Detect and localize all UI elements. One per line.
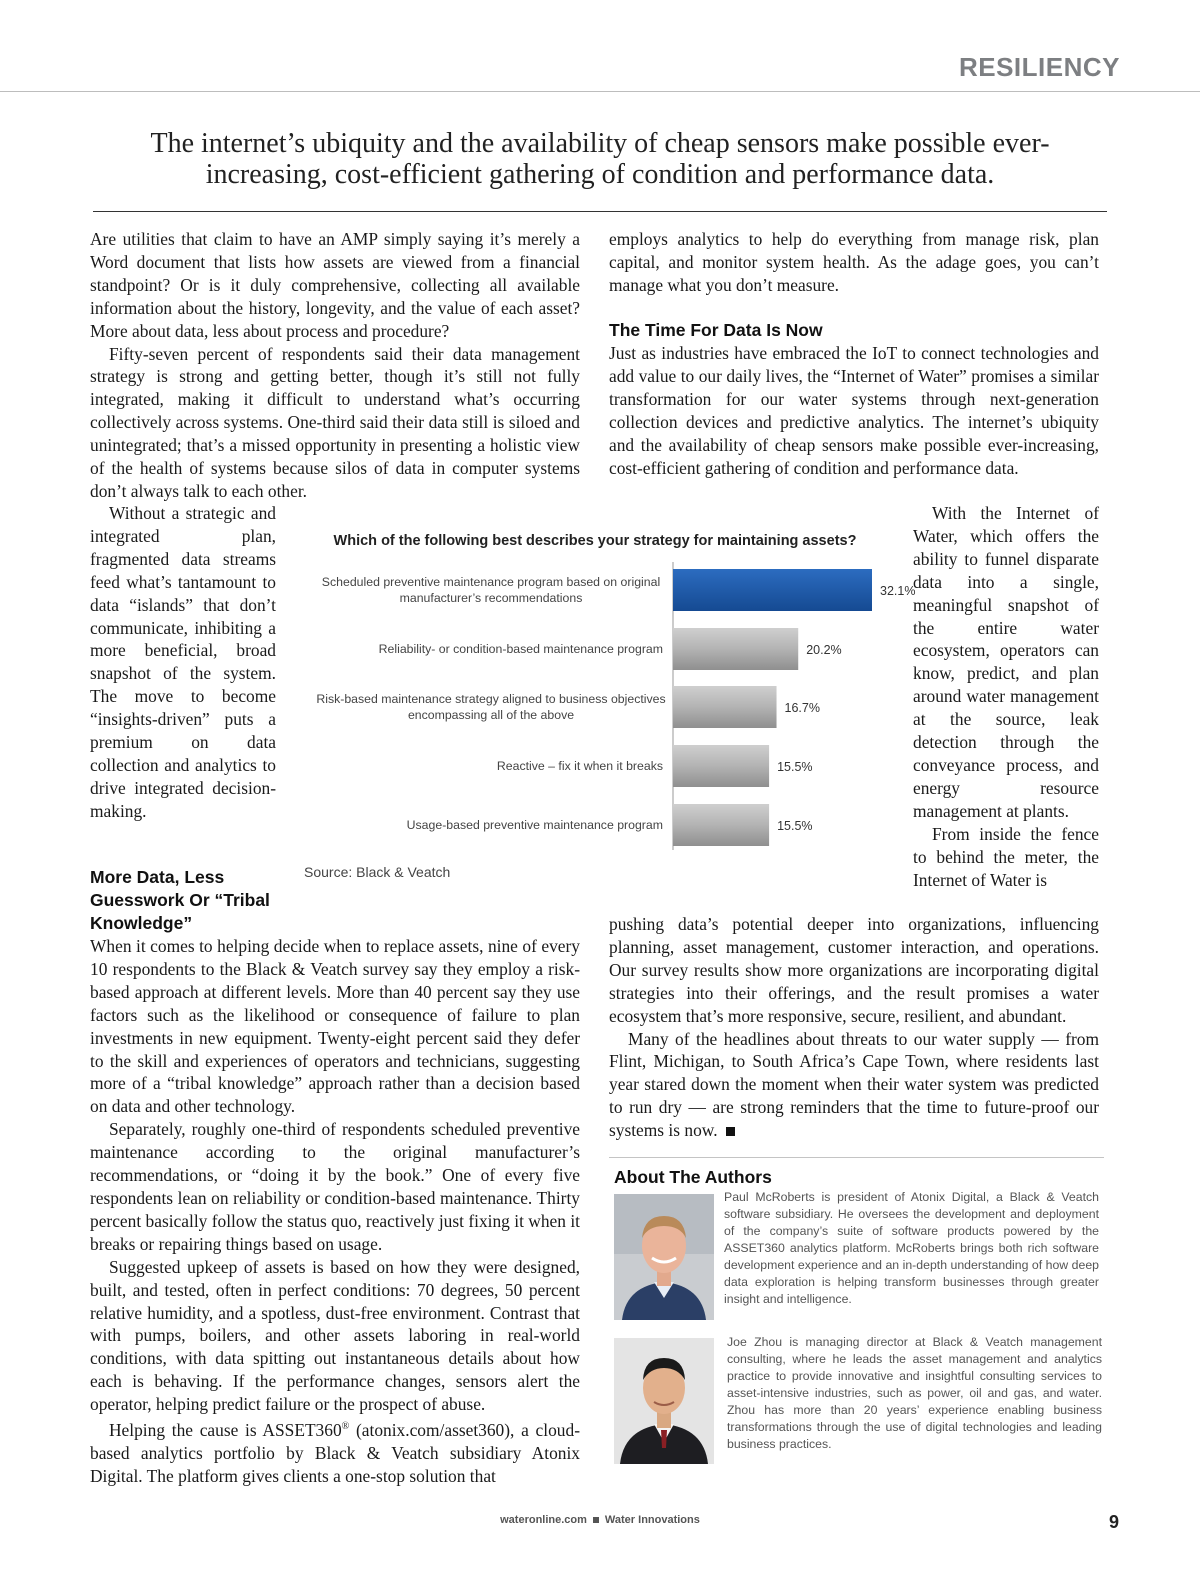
authors-title: About The Authors — [614, 1167, 772, 1187]
author-bio: Paul McRoberts is president of Atonix Digital, a Black & Veatch software subsidiary. He oversees the development and deployment of the company’s suite of software products powered by the ASSET360 analytics platform. McRoberts brings both rich software development experience and an in-depth understanding of how deep data exploration is helping transform businesses through greater insight and intelligence. — [724, 1190, 1099, 1306]
chart-value-label: 15.5% — [777, 760, 813, 774]
chart-category-label: Usage-based preventive maintenance program — [406, 818, 663, 832]
author-photo-joe-zhou — [614, 1338, 714, 1464]
left-column-top — [90, 228, 580, 503]
body-paragraph: pushing data’s potential deeper into organizations, influencing planning, asset management, customer interaction, and operations. Our survey results show more organizations are incorporating digital strategies into their offerings, and the result promises a water ecosystem that’s more responsive, secure, resilient, and abundant. — [609, 914, 1099, 1026]
chart-bar — [673, 686, 777, 728]
right-column-narrow — [913, 502, 1099, 891]
chart-bar — [673, 745, 769, 787]
right-column-top — [609, 228, 1099, 297]
header-divider — [0, 91, 1200, 92]
chart-category-label: manufacturer’s recommendations — [399, 591, 583, 605]
chart-category-label: Risk-based maintenance strategy aligned to business objectives — [316, 692, 666, 706]
authors-divider — [609, 1157, 1104, 1158]
chart-category-label: encompassing all of the above — [407, 708, 575, 722]
left-column-narrow — [90, 502, 276, 823]
body-paragraph: When it comes to helping decide when to replace assets, nine of every 10 respondents to the Black & Veatch survey say they employ a risk-based approach at different levels. More than 40 percent say they use factors such as the likelihood or consequence of failure to plan investments in new equipment. Twenty-eight percent said they defer to the skill and experiences of operators and technicians, suggesting more of a “tribal knowledge” approach rather than a decision based on data and other technology. — [90, 936, 580, 1117]
subhead-more-data: More Data, Less Guesswork Or “Tribal Knowledge” — [90, 867, 270, 933]
chart-marks — [316, 569, 915, 846]
chart-value-label: 32.1% — [880, 584, 916, 598]
body-paragraph: Suggested upkeep of assets is based on how they were designed, built, and tested, often in perfect conditions: 70 degrees, 50 percent relative humidity, and a spotless, dust-free environment. Contrast that with pumps, boilers, and other assets laboring in real-world conditions, with data spitting out instantaneous details about how each is behaving. If the performance changes, sensors alert the operator, helping predict failure or the prospect of abuse. — [90, 1256, 580, 1415]
body-paragraph — [90, 1416, 580, 1488]
footer-site: wateronline.com — [500, 1514, 587, 1526]
body-paragraph: With the Internet of Water, which offers the ability to funnel disparate data into a single, meaningful snapshot of the entire water ecosystem, operators can know, predict, and plan around water management at the source, leak detection through the conveyance process, and energy resource management at plants. — [913, 503, 1099, 821]
subhead-time-for-data: The Time For Data Is Now — [609, 320, 823, 340]
maintenance-strategy-chart — [290, 560, 916, 850]
author-photo-paul-mcroberts — [614, 1194, 714, 1320]
body-paragraph: Just as industries have embraced the IoT to connect technologies and add value to our daily lives, the “Internet of Water” promises a similar transformation for our water systems through next-generation collection devices and predictive analytics. The internet’s ubiquity and the availability of cheap sensors make possible ever-increasing, cost-efficient gathering of condition and performance data. — [609, 343, 1099, 478]
body-paragraph — [609, 1028, 1099, 1143]
footer-publication: Water Innovations — [604, 1514, 700, 1526]
author-bio: Joe Zhou is managing director at Black & Veatch management consulting, where he leads the asset management and analytics practice to provide innovative and insightful consulting services to asset-intensive industries, such as power, oil and gas, and water. Zhou has more than 20 years’ experience enabling business transformations through the use of digital technologies and leading business practices. — [727, 1335, 1102, 1451]
section-label: RESILIENCY — [958, 52, 1120, 82]
footer-separator — [593, 1517, 599, 1523]
body-paragraph: Fifty-seven percent of respondents said their data management strategy is strong and getting better, though it’s still not fully integrated, making it difficult to understand what’s occurring collectively across systems. One-third said their data still is siloed and unintegrated; that’s a missed opportunity in presenting a holistic view of the health of systems because silos of data in computer systems don’t always talk to each other. — [90, 343, 580, 501]
body-paragraph: From inside the fence to behind the meter, the Internet of Water is — [913, 823, 1099, 890]
chart-category-label: Reactive – fix it when it breaks — [496, 759, 663, 773]
footer-credit — [0, 1514, 1200, 1526]
chart-bar — [673, 628, 798, 670]
page-number: 9 — [1108, 1512, 1119, 1532]
right-column-section — [609, 342, 1099, 479]
chart-source: Source: Black & Veatch — [304, 864, 451, 880]
body-text-run: (atonix.com/asset360), a cloud-based analytics portfolio by Black & Veatch subsidiary Atonix Digital. The platform gives clients a one-stop solution that — [90, 1419, 580, 1486]
registered-mark: ® — [341, 1421, 350, 1433]
chart-value-label: 15.5% — [777, 819, 813, 833]
pull-quote-divider — [93, 211, 1107, 212]
body-paragraph: employs analytics to help do everything from manage risk, plan capital, and monitor system health. As the adage goes, you can’t manage what you don’t measure. — [609, 229, 1099, 295]
chart-title: Which of the following best describes your strategy for maintaining assets? — [333, 533, 857, 549]
body-paragraph: Without a strategic and integrated plan, fragmented data streams feed what’s tantamount to data “islands” that don’t communicate, inhibiting a more beneficial, broad snapshot of the system. The move to become “insights-driven” puts a premium on data collection and analytics to drive integrated decision-making. — [90, 503, 276, 821]
chart-value-label: 16.7% — [784, 701, 820, 715]
end-of-article-mark — [726, 1127, 735, 1136]
chart-value-label: 20.2% — [806, 643, 842, 657]
body-paragraph: Separately, roughly one-third of respondents scheduled preventive maintenance according to the original manufacturer’s recommendations, or “doing it by the book.” One of every five respondents lean on reliability or condition-based maintenance. Thirty percent basically follow the status quo, reactively just fixing it when it breaks or repairing things based on usage. — [90, 1119, 580, 1254]
body-text-run: Helping the cause is ASSET360 — [109, 1419, 342, 1440]
chart-bar — [673, 569, 872, 611]
chart-bar — [673, 804, 769, 846]
chart-category-label: Scheduled preventive maintenance program based on original — [321, 575, 661, 589]
chart-category-label: Reliability- or condition-based maintenance program — [378, 642, 663, 656]
body-paragraph: Are utilities that claim to have an AMP simply saying it’s merely a Word document that lists how assets are viewed from a financial standpoint? Or is it duly comprehensive, collecting all available information about the history, longevity, and the value of each asset? More about data, less about process and procedure? — [90, 229, 580, 341]
right-column-bottom — [609, 913, 1099, 1142]
left-column-bottom — [90, 935, 580, 1488]
body-text-run: Many of the headlines about threats to our water supply — from Flint, Michigan, to South Africa’s Cape Town, where residents last year stared down the moment when their water system was predicted to run dry — are strong reminders that the time to future-proof our systems is now. — [609, 1028, 1099, 1141]
pull-quote: The internet’s ubiquity and the availability of cheap sensors make possible ever-increasing, cost-efficient gathering of condition and performance data. — [150, 128, 1050, 190]
